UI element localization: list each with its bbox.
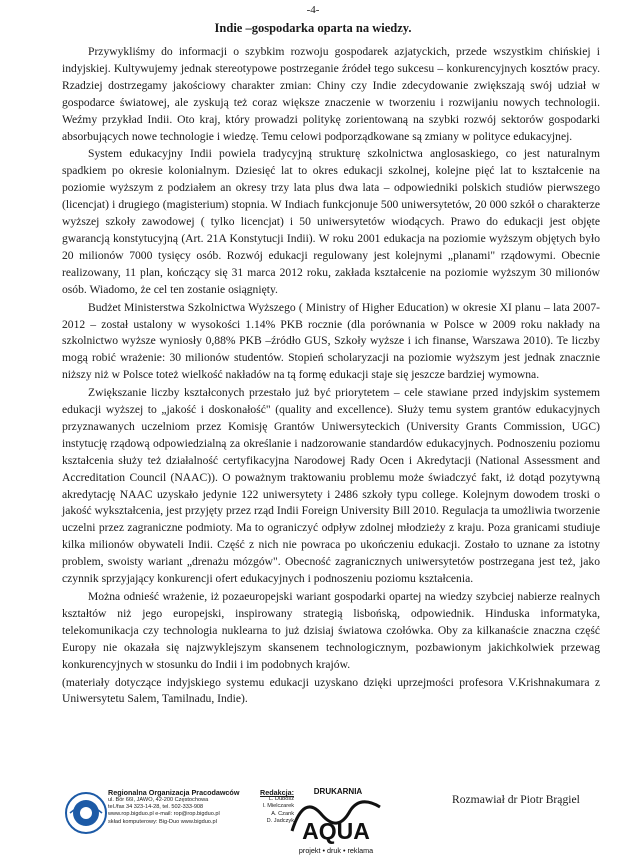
author-signature: Rozmawiał dr Piotr Brągiel [452, 793, 580, 806]
paragraph: System edukacyjny Indii powiela tradycyjną strukturę szkolnictwa anglosaskiego, co jest naturalnym spadkiem po okresie kolonialnym. Dziesięć lat to okres edukacji szkolnej, kolejne pięć lat to kształcenie na poziomie wyższym z podziałem an okresy trzy lata plus dwa lata – odpowiedniki polskich studiów pierwszego (licencjat) i drugiego (magisterium) stopnia. W Indiach funkcjonuje 500 uniwersytetów, 20 000 szkół o charakterze wyższej szkoły zawodowej ( tylko licencjat) i 50 uniwersytetów wiodących. Prawo do edukacji jest objęte gwarancją konstytucyjną (Art. 21A Konstytucji Indii). W roku 2001 edukacja na poziomie wyższym objętych było 20 milionów 7000 tysięcy osób. Rozwój edukacji regulowany jest kolejnymi „planami" rządowymi. Obecnie realizowany, 11 plan, kończący się 31 marca 2012 roku, zakłada kształcenie na poziomie wyższym 30 milionów osób. Wiadomo, że cel ten zostanie osiągnięty. [62, 147, 600, 296]
article-title: Indie –gospodarka oparta na wiedzy. [214, 21, 412, 35]
article-body [62, 44, 600, 709]
aqua-tagline: projekt • druk • reklama [298, 846, 374, 855]
aqua-top-label: DRUKARNIA [313, 787, 363, 796]
paragraph: Przywykliśmy do informacji o szybkim rozwoju gospodarek azjatyckich, przede wszystkim chińskiej i indyjskiej. Kultywujemy jednak stereotypowe postrzeganie źródeł tego sukcesu – konkurencyjnych kosztów pracy. Rzadziej dostrzegamy jakościowy charakter zmian: Chiny czy Indie zdecydowanie zwiększają swój udział w gospodarce światowej, ale zyskują też coraz większe znaczenie w tworzeniu i rozwijaniu nowych technologii. Weźmy przykład Indii. Oto kraj, który prowadzi politykę zorientowaną na szybki rozwój sektorów gospodarki absorbujących nowe technologie i wiedzę. Temu celowi podporządkowane są zmiany w polityce edukacyjnej. [62, 45, 600, 143]
source-note: (materiały dotyczące indyjskiego systemu edukacji uzyskano dzięki uprzejmości profesora V.Krishnakumara z Uniwersytetu Salem, Tamilnadu, Indie). [62, 675, 600, 706]
region-line: tel./fax 34 323-14-28, tel. 502-333-908 [108, 804, 204, 811]
paragraph: Można odnieść wrażenie, iż pozaeuropejski wariant gospodarki opartej na wiedzy szybciej nabierze realnych kształtów niż jego europejski, inspirowany strategią lisbońską, odpowiednik. Hinduska informatyka, telekomunikacja czy technologia nuklearna to już dzisiaj światowa czołówka. Oby za kilkanaście znaczna część Europy nie okazała się najzwyklejszym skansenem technologicznym, pozbawionym jakichkolwiek przewag konkurencyjnych w stosunku do Indii i im podobnych krajów. [62, 590, 600, 671]
footer [0, 783, 626, 859]
paragraph: Budżet Ministerstwa Szkolnictwa Wyższego ( Ministry of Higher Education) w okresie XI planu – lata 2007-2012 – został ustalony w wysokości 1.14% PKB rocznie (dla porównania w Polsce w 2009 roku nakłady na szkolnictwo wyższe wyniosły 0,88% PKB –źródło GUS, Szkoły wyższe i ich finanse, Warszawa 2010). Te liczby mogą robić wrażenie: 30 milionów studentów. Stopień scholaryzacji na poziomie wyższym jest jednak znacznie niższy niż w Polsce toteż wielkość nakładów na tą formę edukacji staje się jeszcze bardziej wymowna. [62, 300, 600, 382]
region-name: Regionalna Organizacja Pracodawców [108, 788, 240, 797]
aqua-logo [286, 785, 386, 857]
region-logo-icon [64, 791, 108, 835]
editor-name: I. Mielczarek [262, 803, 294, 810]
aqua-name: AQUA [302, 818, 370, 844]
region-line: skład komputerowy: Big-Duo www.bigduo.pl [108, 818, 217, 825]
page-number: -4- [306, 4, 320, 16]
editor-name: L. Dubosz [268, 796, 294, 803]
editor-name: D. Jadczyk [266, 817, 294, 824]
paragraph: Zwiększanie liczby kształconych przestało już być priorytetem – cele stawiane przed indyjskim systemem edukacji wyższej to „jakość i doskonałość" (quality and excellence). Służy temu system grantów edukacyjnych przyznawanych uczelniom przez Komisję Grantów Uniwersyteckich (University Grants Commission, UGC) instytucję rządową odpowiedzialną za określanie i nadzorowanie standardów edukacyjnych. Podnoszeniu poziomu kształcenia służy też działalność certyfikacyjna Narodowej Rady Ocen i Akredytacji (National Assessment and Accreditation Council (NAAC)). O poważnym traktowaniu problemu może świadczyć fakt, iż dotąd pozytywną akredytację NAAC uzyskało jedynie 122 uniwersytety i 2486 szkoły typu college. Kolejnym dowodem troski o jakość wykształcenia, jest przyjęty przez rząd Indii Foreign University Bill 2010. Regulacja ta umożliwia tworzenie uczelni przez zagraniczne podmioty. Ma to ograniczyć odpływ zdolnej młodzieży z kraju. Poza granicami studiuje kilka milionów obywateli Indii. Część z nich nie powraca po ukończeniu edukacji. Zostało to uznane za istotny problem, swoisty wariant „drenażu mózgów". Obecność zagranicznych uniwersytetów postrzegana jest też, jako czynnik sprzyjający konkurencji ofert edukacyjnych i podnoszeniu poziomu kształcenia. [62, 386, 600, 586]
editor-name: A. Czank [271, 810, 294, 817]
region-line: ul. Bór 66I, JAWO, 42-200 Częstochowa [108, 797, 209, 803]
editorial-label: Redakcja: [260, 788, 294, 797]
region-info [108, 789, 268, 826]
region-line: www.rop.bigduo.pl e-mail: rop@rop.bigduo.pl [108, 811, 220, 818]
